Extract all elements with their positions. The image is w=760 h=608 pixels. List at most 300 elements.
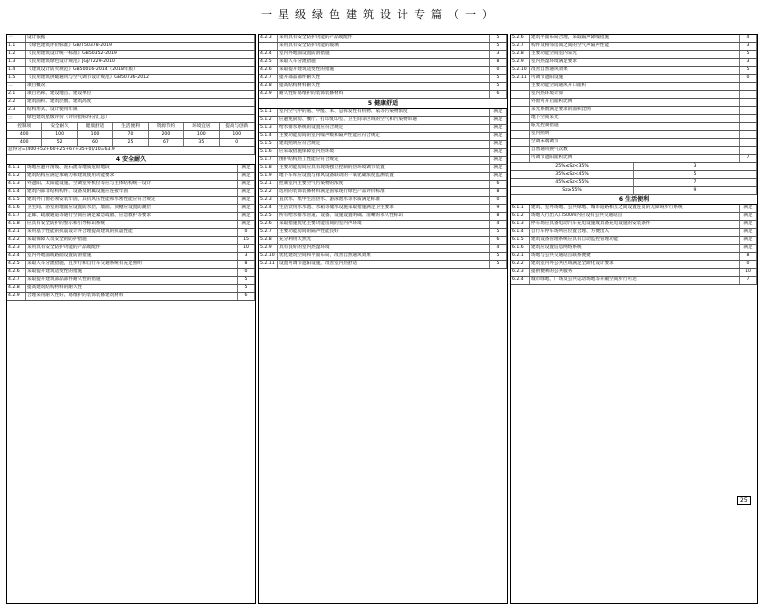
clause-text: 空调末端调节 xyxy=(530,139,740,146)
clause-number: 4.1.6 xyxy=(7,205,26,212)
clause-score xyxy=(740,147,757,154)
table-row xyxy=(511,107,757,115)
clause-score xyxy=(740,91,757,98)
table-row xyxy=(7,83,255,91)
clause-number: 6.2.2 xyxy=(511,261,530,268)
clause-text: 构件及相邻房间之间的空气声隔声性能 xyxy=(530,43,740,50)
clause-score xyxy=(740,123,757,130)
clause-number xyxy=(511,115,530,122)
clause-number: 4.1.4 xyxy=(7,189,26,196)
clause-number xyxy=(259,43,278,50)
clause-text: 室内外地面设置防滑措施 xyxy=(278,51,490,58)
clause-number: 4.2.6 xyxy=(259,67,278,74)
clause-number: 5.2.10 xyxy=(259,253,278,260)
clause-number: 6.2.4 xyxy=(511,277,530,284)
clause-number: 5.1.5 xyxy=(259,141,278,148)
clause-number: 4.2.7 xyxy=(7,277,26,284)
table-row xyxy=(259,237,507,245)
clause-text: 可调节遮阳面积比例 xyxy=(530,155,740,162)
table-row xyxy=(511,59,757,67)
clause-text: 自行车停车场所应位置合理、方便出入 xyxy=(530,229,740,236)
table-row xyxy=(259,35,507,43)
clause-text: 建筑应设置信息网络系统 xyxy=(530,245,740,252)
table-row xyxy=(511,155,757,163)
table-row xyxy=(511,35,757,43)
clause-number: 5.1.6 xyxy=(259,149,278,156)
clause-score: 9 xyxy=(490,205,507,212)
clause-number: 4.1.1 xyxy=(7,165,26,172)
clause-score: 5 xyxy=(490,261,507,268)
clause-score: 8 xyxy=(238,261,255,268)
table-row xyxy=(259,43,507,51)
score-full-cell: 100 xyxy=(42,131,77,138)
table-row xyxy=(7,269,255,277)
score-header-cell: 环境宜居 xyxy=(184,123,219,130)
table-row xyxy=(259,165,507,173)
clause-text: 采取提升建筑部品部件耐久性的措施 xyxy=(26,277,238,284)
clause-score: 满足 xyxy=(238,189,255,196)
table-row xyxy=(259,133,507,141)
table-row xyxy=(259,59,507,67)
clause-score: 0 xyxy=(490,67,507,74)
table-row xyxy=(511,261,757,269)
clause-score: 0 xyxy=(238,229,255,236)
table-row xyxy=(7,115,255,123)
clause-text: 提高建筑结构材料的耐久性 xyxy=(26,285,238,292)
clause-text: 项目名称、建设地点、建设单位 xyxy=(26,91,255,98)
clause-number xyxy=(511,123,530,130)
table-row xyxy=(7,245,255,253)
clause-number: 6.1.4 xyxy=(511,229,530,236)
clause-text: 主要功能空间室内采光 xyxy=(530,51,740,58)
table-row xyxy=(7,213,255,221)
clause-score: 满足 xyxy=(238,181,255,188)
table-row xyxy=(7,59,255,67)
table-row xyxy=(259,83,507,91)
clause-text: 建筑设备管理系统应具有自动监控管理功能 xyxy=(530,237,740,244)
table-row xyxy=(511,67,757,75)
clause-text: 生活饮用水水池、水箱等储水设施采取措施满足卫生要求 xyxy=(278,205,490,212)
clause-score: 8 xyxy=(490,189,507,196)
clause-score: 4 xyxy=(490,245,507,252)
clause-number: 5.2.3 xyxy=(259,197,278,204)
score-get-cell: 25 xyxy=(113,139,148,146)
clause-score: 满足 xyxy=(740,237,757,244)
table-row xyxy=(259,229,507,237)
clause-number: 2.3 xyxy=(7,107,26,114)
clause-text: 主要功能房间的隔声性能良好 xyxy=(278,229,490,236)
clause-number: 4.2.7 xyxy=(259,75,278,82)
clause-number xyxy=(511,91,530,98)
clause-text: 应具有安全防护的警示和引导标识系统 xyxy=(26,221,238,228)
clause-number: 4.1.8 xyxy=(7,221,26,228)
table-row xyxy=(259,173,507,181)
clause-number: 6.1.1 xyxy=(511,205,530,212)
clause-number: 4.2.5 xyxy=(259,59,278,66)
clause-number: 1.1 xyxy=(7,43,26,50)
table-row xyxy=(511,51,757,59)
clause-text: 卫生间、浴室的地面应设置防水层，墙面、顶棚应设置防潮层 xyxy=(26,205,238,212)
table-row xyxy=(7,261,255,269)
score-full-cell: 100 xyxy=(220,131,255,138)
clause-score xyxy=(740,139,757,146)
table-row xyxy=(511,277,757,285)
clause-text: 选用的装饰装修材料满足国家现行绿色产品评价标准 xyxy=(278,189,490,196)
clause-score: 5 xyxy=(490,253,507,260)
clause-text: 建筑照明应符合规定 xyxy=(278,141,490,148)
clause-text: 自然通风换气次数 xyxy=(530,147,740,154)
general-section xyxy=(7,35,255,123)
table-row xyxy=(259,253,507,261)
score-formula: 总得分=(400+52+60+25+67+35+0)/10=63.9 xyxy=(7,147,255,155)
clause-score: 3 xyxy=(740,59,757,66)
clause-text: 建筑内部非结构构件、设备及附属设施应连接牢固 xyxy=(26,189,238,196)
clause-score: 6 xyxy=(490,91,507,98)
table-row xyxy=(511,91,757,99)
score-header-row xyxy=(7,123,255,131)
clause-text: 采取人车分流措施 xyxy=(278,59,490,66)
clause-text: 设置可调节遮阳设施，改善室内热舒适 xyxy=(278,261,490,268)
clause-score: 满足 xyxy=(490,173,507,180)
clause-score xyxy=(740,115,757,122)
clause-score: 满足 xyxy=(490,165,507,172)
clause-number: 5.1.2 xyxy=(259,117,278,124)
shade-range: 45%≤Sz<55% xyxy=(511,179,634,186)
table-row xyxy=(7,205,255,213)
score-get-cell: 35 xyxy=(184,139,219,146)
clause-text: 城市绿地、广场及公共运动场地等开敞空间步行可达 xyxy=(530,277,740,284)
table-row xyxy=(259,141,507,149)
score-full-cell: 100 xyxy=(78,131,113,138)
clause-number: 一 xyxy=(7,35,26,42)
shade-range: Sz≥55% xyxy=(511,187,634,194)
score-get-cell: 52 xyxy=(42,139,77,146)
clause-score: 4 xyxy=(740,35,757,42)
clause-number: 6.1.6 xyxy=(511,245,530,252)
clause-text: 应采取措施保障室内热环境 xyxy=(278,149,490,156)
clause-text: 建筑结构应满足承载力和建筑使用功能要求 xyxy=(26,173,238,180)
clause-text: 室内外地面或路面设置防滑措施 xyxy=(26,253,238,260)
table-row xyxy=(511,221,757,229)
clause-score: 满足 xyxy=(490,117,507,124)
clause-score: 0 xyxy=(238,269,255,276)
score-header-cell: 安全耐久 xyxy=(42,123,77,130)
shade-score: 3 xyxy=(634,163,757,170)
clause-text: 采用具有安全防护功能的产品或配件 xyxy=(26,245,238,252)
table-row xyxy=(511,123,757,131)
table-row xyxy=(259,221,507,229)
clause-score: 5 xyxy=(238,277,255,284)
clause-text: 采用基于性能的抗震设计并合理提高建筑的抗震性能 xyxy=(26,229,238,236)
clause-score: 5 xyxy=(490,43,507,50)
clause-score: 5 xyxy=(490,83,507,90)
clause-text: 可调节遮阳设施 xyxy=(530,75,740,82)
clause-number xyxy=(511,99,530,106)
score-header-cell: 健康舒适 xyxy=(78,123,113,130)
clause-number: 6.2.1 xyxy=(511,253,530,260)
clause-score: 满足 xyxy=(490,125,507,132)
clause-text: 建筑室内外公共区域满足全龄化设计要求 xyxy=(530,261,740,268)
clause-score: 满足 xyxy=(740,229,757,236)
shade-score: 9 xyxy=(634,187,757,194)
score-full-row xyxy=(7,131,255,139)
table-row xyxy=(7,229,255,237)
clause-score: 8 xyxy=(740,253,757,260)
clause-score: 5 xyxy=(490,75,507,82)
clause-text: 项目概况 xyxy=(26,83,255,90)
table-row xyxy=(259,245,507,253)
score-header-cell: 资源节约 xyxy=(149,123,184,130)
score-full-cell: 70 xyxy=(113,131,148,138)
shade-row xyxy=(511,171,757,179)
table-row xyxy=(7,165,255,173)
clause-number: 1.3 xyxy=(7,59,26,66)
table-row xyxy=(259,157,507,165)
clause-text: 优化建筑空间和平面布局，改善自然通风效果 xyxy=(278,253,490,260)
clause-number: 5.2.10 xyxy=(511,67,530,74)
clause-score: 6 xyxy=(238,293,255,300)
table-row xyxy=(511,83,757,91)
clause-number: 4.2.8 xyxy=(259,83,278,90)
score-get-cell: 60 xyxy=(78,139,113,146)
shade-row xyxy=(511,187,757,195)
table-row xyxy=(7,221,255,229)
clause-text: 走廊、疏散通道等通行空间应满足紧急疏散、应急救护等要求 xyxy=(26,213,238,220)
table-row xyxy=(7,277,255,285)
clause-text: 《民用建筑设计统一标准》GB50352-2019 xyxy=(26,51,255,58)
clause-score: 满足 xyxy=(490,141,507,148)
shade-range: 25%≤Sz<35% xyxy=(511,163,634,170)
score-full-cell: 400 xyxy=(7,131,42,138)
clause-text: 主要功能房间应具有现场独立控制的热环境调节装置 xyxy=(278,165,490,172)
safety-table xyxy=(7,165,255,301)
clause-score: 3 xyxy=(490,51,507,58)
score-badge: 25 xyxy=(737,496,751,505)
clause-text: 结构形式、设计使用年限 xyxy=(26,107,255,114)
table-row xyxy=(7,43,255,51)
clause-number: 5.2.8 xyxy=(259,237,278,244)
table-row xyxy=(259,67,507,75)
clause-text: 采光系数满足要求的面积比例 xyxy=(530,107,740,114)
table-row xyxy=(7,181,255,189)
safety-continued-table xyxy=(259,35,507,99)
clause-score: 4 xyxy=(490,221,507,228)
shade-score: 5 xyxy=(634,171,757,178)
clause-score: 满足 xyxy=(238,197,255,204)
clause-score: 满足 xyxy=(238,173,255,180)
life-convenience-table xyxy=(511,205,757,285)
health-table xyxy=(259,109,507,269)
clause-score: 7 xyxy=(740,277,757,284)
section-5-title: 5 健康舒适 xyxy=(259,99,507,109)
score-header-cell: 提高与创新 xyxy=(220,123,255,130)
clause-number: 二 xyxy=(7,83,26,90)
clause-score: 15 xyxy=(238,237,255,244)
clause-number: 三 xyxy=(7,115,26,122)
clause-number xyxy=(511,155,530,162)
score-full-cell: 100 xyxy=(184,131,219,138)
clause-score xyxy=(740,83,757,90)
table-row xyxy=(511,213,757,221)
clause-number: 4.1.5 xyxy=(7,197,26,204)
clause-score: 10 xyxy=(238,245,255,252)
clause-text: 室内空气中的氨、甲醛、苯、总挥发性有机物、氡等污染物浓度 xyxy=(278,109,490,116)
table-row xyxy=(7,293,255,301)
clause-number: 5.2.7 xyxy=(511,43,530,50)
clause-text: 场地与公共交通站点联系便捷 xyxy=(530,253,740,260)
shade-ratio-table xyxy=(511,163,757,195)
clause-text: 采取保障人员安全的防护措施 xyxy=(26,237,238,244)
table-row xyxy=(7,51,255,59)
column-2 xyxy=(258,34,508,604)
table-row xyxy=(7,75,255,83)
clause-number xyxy=(511,83,530,90)
clause-text: 采用具有安全防护功能的玻璃 xyxy=(278,43,490,50)
table-row xyxy=(259,197,507,205)
clause-score xyxy=(740,99,757,106)
clause-score: 6 xyxy=(490,181,507,188)
clause-score: 满足 xyxy=(740,221,757,228)
table-row xyxy=(511,245,757,253)
shade-score: 7 xyxy=(634,179,757,186)
clause-score xyxy=(740,131,757,138)
clause-score: 满足 xyxy=(490,133,507,140)
clause-text: 外窗可开启面积比例 xyxy=(530,99,740,106)
table-row xyxy=(511,131,757,139)
clause-number: 2.1 xyxy=(7,91,26,98)
score-get-row xyxy=(7,139,255,147)
section-4-title: 4 安全耐久 xyxy=(7,155,255,165)
table-row xyxy=(511,147,757,155)
clause-number: 4.2.3 xyxy=(259,35,278,42)
table-row xyxy=(7,197,255,205)
score-header-cell: 控制项 xyxy=(7,123,42,130)
clause-score: 满足 xyxy=(740,213,757,220)
clause-text: 建筑面积、建筑层数、建筑高度 xyxy=(26,99,255,106)
clause-text: 控制室内主要空气污染物的浓度 xyxy=(278,181,490,188)
clause-text: 采取人车分流措施，且步行和自行车交通系统有充足照明 xyxy=(26,261,238,268)
clause-number: 6.1.3 xyxy=(511,221,530,228)
clause-text: 《民用建筑供暖通风与空气调节设计规范》GB50736-2012 xyxy=(26,75,255,82)
page-title: 一星级绿色建筑设计专篇（一） xyxy=(261,8,499,21)
clause-text: 建筑、室外场地、公共绿地、城市道路相互之间设置连贯的无障碍步行系统 xyxy=(530,205,740,212)
table-row xyxy=(259,181,507,189)
table-row xyxy=(7,67,255,75)
clause-number: 5.2.2 xyxy=(259,189,278,196)
clause-number xyxy=(511,147,530,154)
clause-text: 围护结构热工性能应符合规定 xyxy=(278,157,490,164)
clause-score: 满足 xyxy=(490,157,507,164)
clause-number: 5.1.8 xyxy=(259,165,278,172)
clause-score: 满足 xyxy=(238,221,255,228)
score-get-cell: 400 xyxy=(7,139,42,146)
clause-text: 建筑外门窗必须安装牢固，其抗风压性能和水密性能应符合规定 xyxy=(26,197,238,204)
clause-number: 1.4 xyxy=(7,67,26,74)
table-row xyxy=(511,269,757,277)
table-row xyxy=(7,253,255,261)
clause-number: 5.2.4 xyxy=(259,205,278,212)
clause-number: 5.2.1 xyxy=(259,181,278,188)
table-row xyxy=(259,91,507,99)
clause-number: 5.2.6 xyxy=(259,221,278,228)
health-continued-table xyxy=(511,35,757,163)
table-row xyxy=(7,91,255,99)
clause-score: 5 xyxy=(238,285,255,292)
table-row xyxy=(7,173,255,181)
clause-score: 3 xyxy=(238,253,255,260)
section-6-title: 6 生活便利 xyxy=(511,195,757,205)
clause-text: 绿色建筑星级评价（评价指标得分汇总） xyxy=(26,115,255,122)
table-row xyxy=(259,117,507,125)
table-row xyxy=(511,115,757,123)
clause-score xyxy=(740,107,757,114)
table-row xyxy=(259,75,507,83)
clause-text: 停车场应具备电动汽车充电设施或具备充电设施的安装条件 xyxy=(530,221,740,228)
clause-number: 6.1.2 xyxy=(511,213,530,220)
clause-number: 5.2.9 xyxy=(259,245,278,252)
clause-text: 室内照明 xyxy=(530,131,740,138)
clause-number: 4.1.3 xyxy=(7,181,26,188)
clause-number: 1.2 xyxy=(7,51,26,58)
column-1 xyxy=(6,34,256,604)
clause-number: 1.5 xyxy=(7,75,26,82)
clause-score: 0 xyxy=(490,197,507,204)
clause-score: 7 xyxy=(740,155,757,162)
clause-text: 具有良好的室内热湿环境 xyxy=(278,245,490,252)
shade-range: 35%≤Sz<45% xyxy=(511,171,634,178)
clause-number: 5.2.11 xyxy=(511,75,530,82)
clause-text: 采取提升建筑适变性的措施 xyxy=(278,67,490,74)
clause-number: 5.1.4 xyxy=(259,133,278,140)
clause-number xyxy=(511,131,530,138)
clause-number: 5.2.6 xyxy=(511,35,530,42)
clause-number: 5.2.8 xyxy=(511,51,530,58)
clause-number: 2.2 xyxy=(7,99,26,106)
table-row xyxy=(511,205,757,213)
table-row xyxy=(511,139,757,147)
table-row xyxy=(511,75,757,83)
clause-text: 外遮阳、太阳能设施、空调室外机位等应与主体结构统一设计 xyxy=(26,181,238,188)
table-row xyxy=(259,149,507,157)
clause-text: 眩光控制措施 xyxy=(530,123,740,130)
table-row xyxy=(511,253,757,261)
table-row xyxy=(511,237,757,245)
clause-text: 充分利用天然光 xyxy=(278,237,490,244)
clause-number: 5.1.1 xyxy=(259,109,278,116)
clause-score: 3 xyxy=(740,43,757,50)
clause-number: 5.1.3 xyxy=(259,125,278,132)
clause-number xyxy=(511,139,530,146)
clause-score: 8 xyxy=(490,59,507,66)
clause-text: 提升部品部件耐久性 xyxy=(278,75,490,82)
clause-score: 满足 xyxy=(238,213,255,220)
shade-row xyxy=(511,179,757,187)
clause-text: 地下车库应设置与排风设备联动的一氧化碳浓度监测装置 xyxy=(278,173,490,180)
clause-number: 4.2.9 xyxy=(259,91,278,98)
clause-text: 提高结构材料耐久性 xyxy=(278,83,490,90)
clause-text: 《建筑设计防火规范》GB50016-2014（2018年版） xyxy=(26,67,255,74)
clause-text: 提供便利的公共服务 xyxy=(530,269,740,276)
table-row xyxy=(259,109,507,117)
table-row xyxy=(259,189,507,197)
clause-text: 室内热环境计算 xyxy=(530,91,740,98)
clause-score: 满足 xyxy=(490,149,507,156)
clause-text: 场地人行出入口500m内应设有公共交通站点 xyxy=(530,213,740,220)
clause-number: 5.2.5 xyxy=(259,213,278,220)
clause-number xyxy=(511,107,530,114)
table-row xyxy=(7,99,255,107)
clause-number: 4.2.9 xyxy=(7,293,26,300)
